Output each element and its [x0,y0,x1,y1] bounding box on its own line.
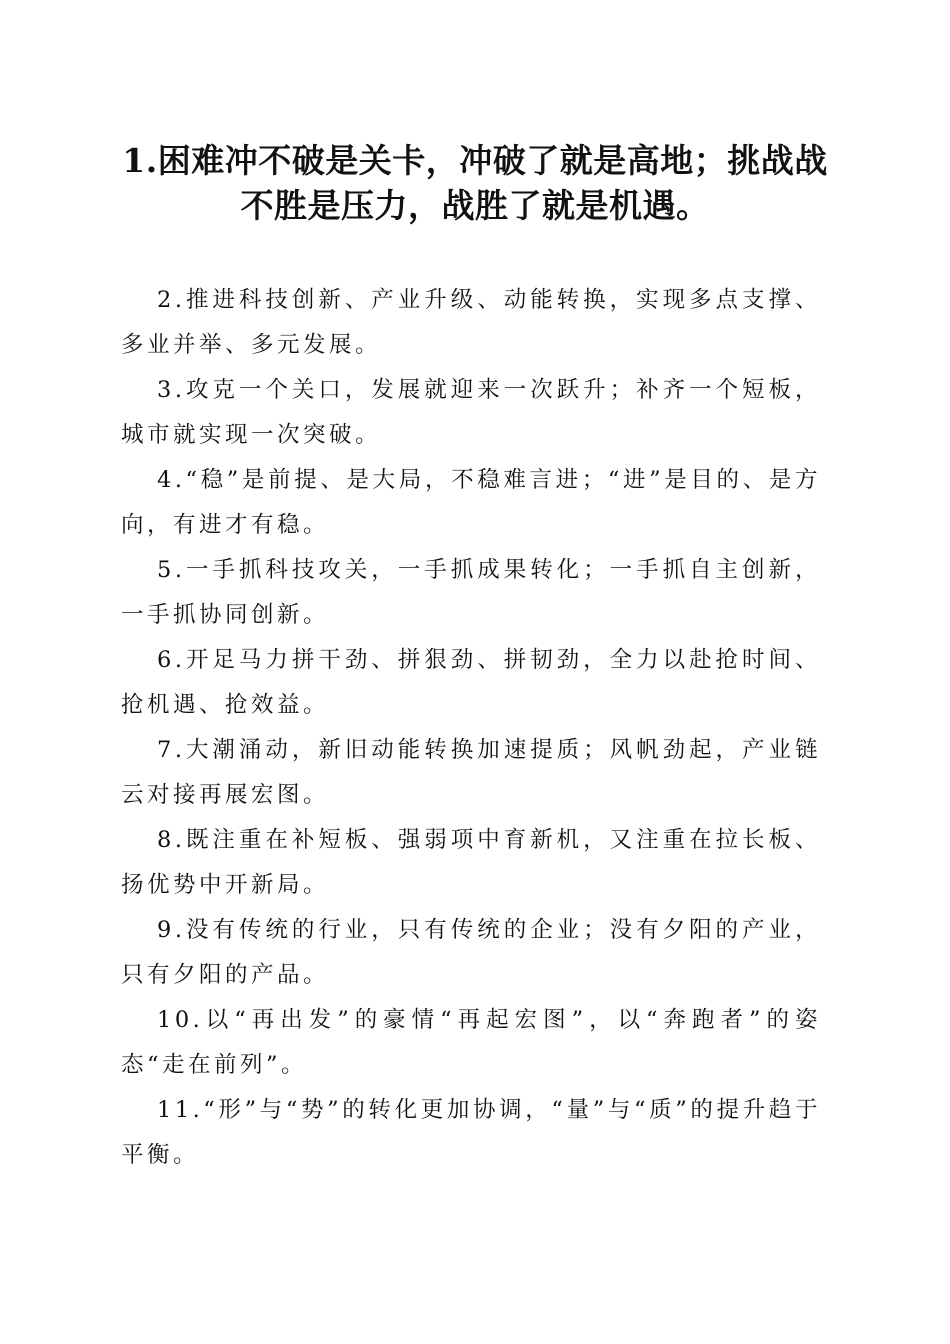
paragraph-7: 7.大潮涌动，新旧动能转换加速提质；风帆劲起，产业链云对接再展宏图。 [121,737,821,808]
paragraph-6: 6.开足马力拼干劲、拼狠劲、拼韧劲，全力以赴抢时间、抢机遇、抢效益。 [121,647,821,718]
paragraph-9: 9.没有传统的行业，只有传统的企业；没有夕阳的产业，只有夕阳的产品。 [121,917,821,988]
paragraph-4: 4.“稳”是前提、是大局，不稳难言进；“进”是目的、是方向，有进才有稳。 [121,467,821,538]
document-body [121,278,821,1178]
document-title: 1.困难冲不破是关卡，冲破了就是高地；挑战战不胜是压力，战胜了就是机遇。 [122,141,828,225]
paragraph-2: 2.推进科技创新、产业升级、动能转换，实现多点支撑、多业并举、多元发展。 [121,287,821,358]
paragraph-3: 3.攻克一个关口，发展就迎来一次跃升；补齐一个短板，城市就实现一次突破。 [121,377,821,448]
paragraph-10: 10.以“再出发”的豪情“再起宏图”，以“奔跑者”的姿态“走在前列”。 [121,1007,821,1078]
paragraph-5: 5.一手抓科技攻关，一手抓成果转化；一手抓自主创新，一手抓协同创新。 [121,557,821,628]
paragraph-11: 11.“形”与“势”的转化更加协调，“量”与“质”的提升趋于平衡。 [121,1097,821,1168]
paragraph-8: 8.既注重在补短板、强弱项中育新机，又注重在拉长板、扬优势中开新局。 [121,827,821,898]
